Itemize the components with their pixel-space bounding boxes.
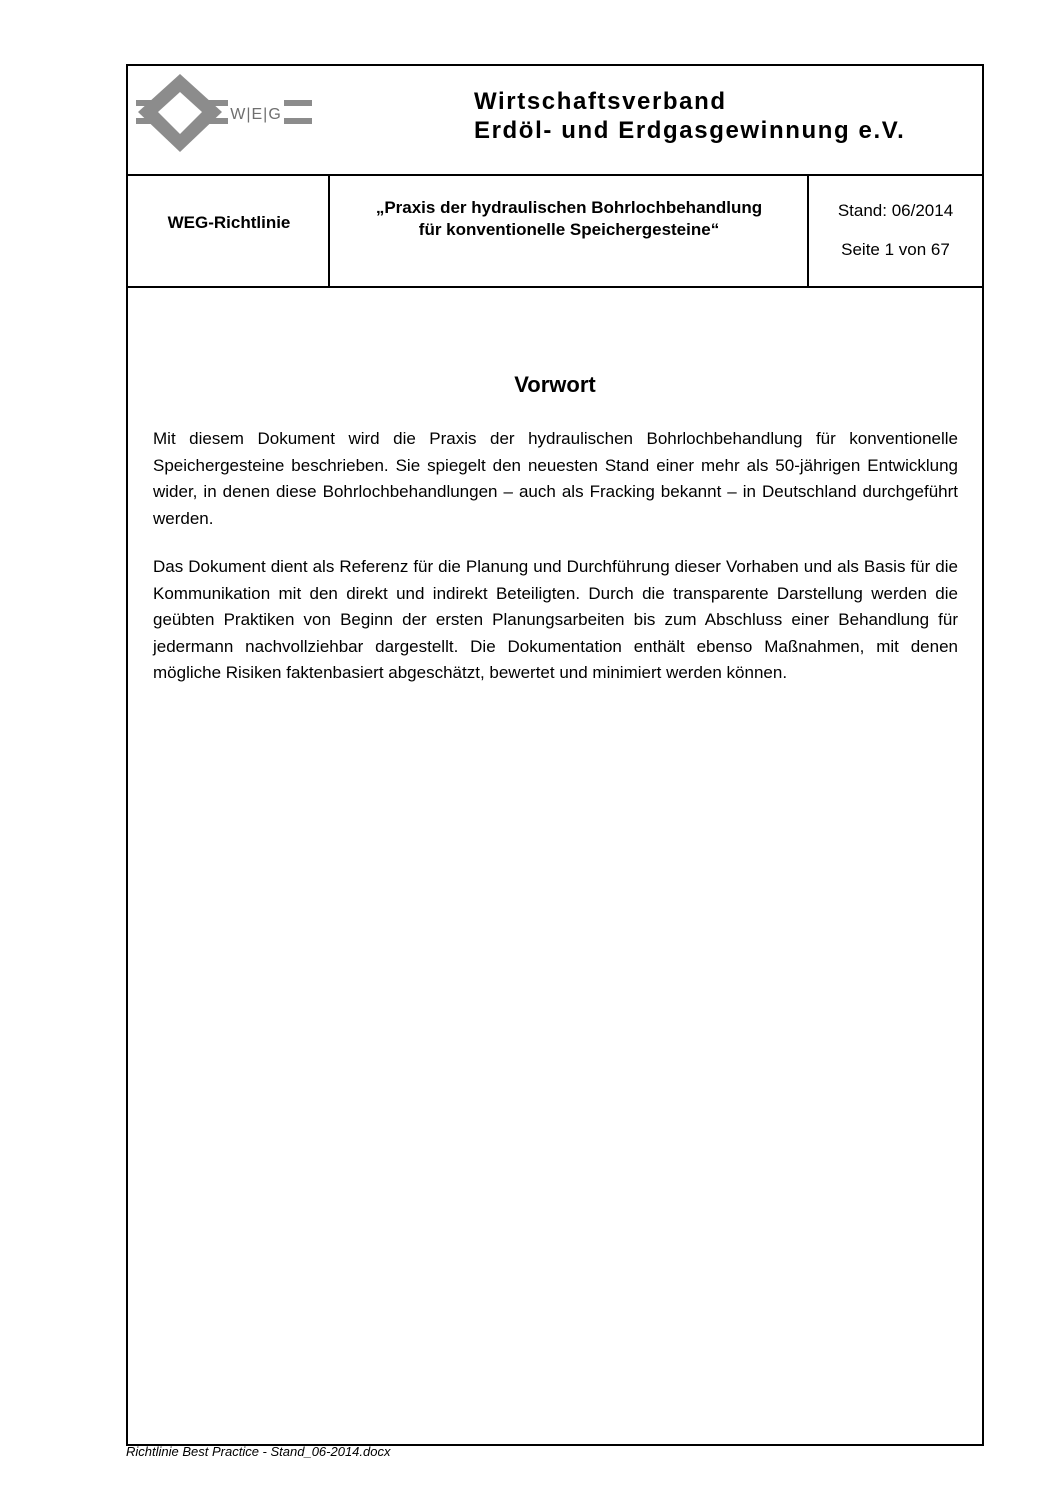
cell-divider-right: [807, 174, 809, 286]
paragraph: Das Dokument dient als Referenz für die Planung und Durchführung dieser Vorhaben und als Basis für die Kommunikation mit den direkt und indirekt Beteiligten. Durch die transparente Darstellung werden die geübten Praktiken von Beginn der ersten Planungsarbeiten bis zum Abschluss einer Behandlung für jedermann nachvollziehbar dargestellt. Die Dokumentation enthält ebenso Maßnahmen, mit denen mögliche Risiken faktenbasiert abgeschätzt, bewertet und minimiert werden können.: [153, 557, 958, 682]
footer-filename: Richtlinie Best Practice - Stand_06-2014.docx: [126, 1444, 391, 1459]
document-date: Stand: 06/2014: [837, 201, 954, 220]
document-type: WEG-Richtlinie: [167, 213, 291, 232]
document-title: [332, 197, 806, 241]
weg-logo: [136, 72, 312, 154]
document-title-line1: „Praxis der hydraulischen Bohrlochbehandlung: [375, 198, 763, 217]
paragraph: Mit diesem Dokument wird die Praxis der hydraulischen Bohrlochbehandlung für konventionelle Speichergesteine beschrieben. Sie spiegelt den neuesten Stand einer mehr als 50-jährigen Entwicklung wider, in denen diese Bohrlochbehandlungen – auch als Fracking bekannt – in Deutschland durchgeführt werden.: [153, 429, 958, 528]
page-number: Seite 1 von 67: [841, 240, 950, 259]
document-title-line2: für konventionelle Speichergesteine“: [418, 220, 720, 239]
organization-name: [474, 87, 905, 145]
info-divider: [128, 286, 982, 288]
organization-name-line2: Erdöl- und Erdgasgewinnung e.V.: [474, 117, 906, 144]
organization-name-line1: Wirtschaftsverband: [474, 88, 727, 115]
header-divider: [128, 174, 982, 176]
logo-text: W|E|G: [230, 106, 282, 123]
section-heading: Vorwort: [514, 372, 596, 397]
document-frame: [126, 64, 984, 1446]
